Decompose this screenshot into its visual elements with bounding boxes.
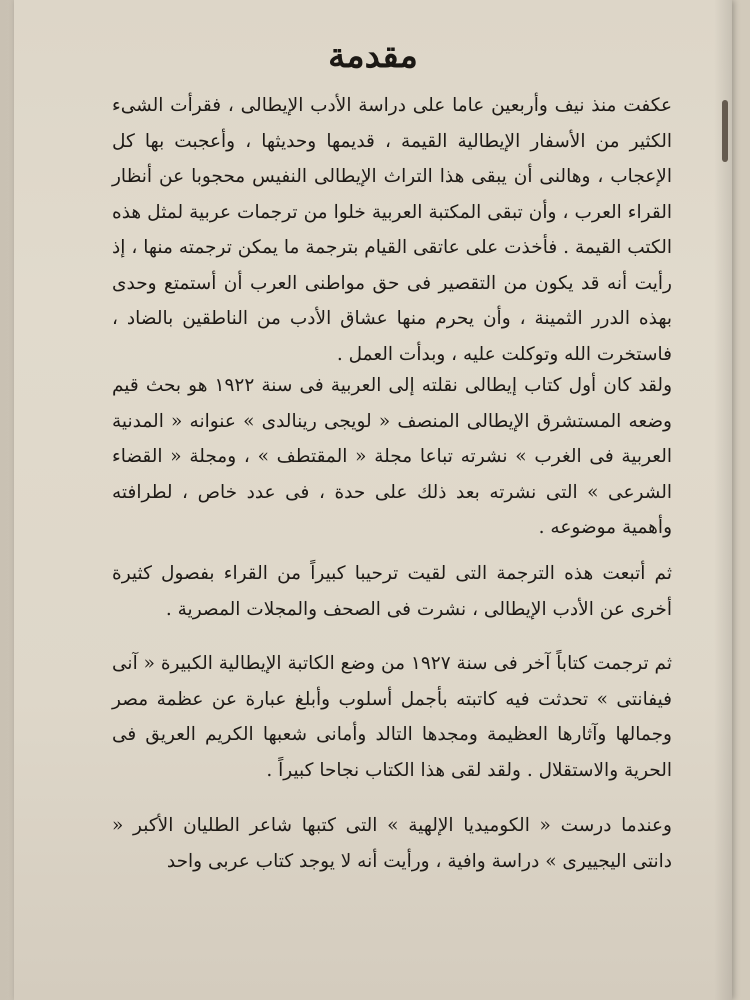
paragraph-1 — [112, 88, 672, 372]
paragraph-text: وعندما درست « الكوميديا الإلهية » التى كتبها شاعر الطليان الأكبر « دانتى اليجييرى » دراسة وافية ، ورأيت أنه لا يوجد كتاب عربى واحد — [112, 815, 672, 872]
page-title: مقدمة — [328, 36, 418, 76]
paragraph-4 — [112, 646, 672, 788]
paragraph-text: ثم أتبعت هذه الترجمة التى لقيت ترحيبا كبيراً من القراء بفصول كثيرة أخرى عن الأدب الإيطالى ، نشرت فى الصحف والمجلات المصرية . — [112, 563, 672, 620]
paragraph-text: ثم ترجمت كتاباً آخر فى سنة ١٩٢٧ من وضع الكاتبة الإيطالية الكبيرة « آنى فيفانتى » تحدثت فيه كاتبته بأجمل أسلوب وأبلغ عبارة عن عظمة مصر وجمالها وآثارها العظيمة ومجدها التالد وأمانى شعبها الكريم العريق فى الحرية والاستقلال . ولقد لقى هذا الكتاب نجاحا كبيراً . — [112, 653, 672, 781]
paragraph-text: عكفت منذ نيف وأربعين عاما على دراسة الأدب الإيطالى ، فقرأت الشىء الكثير من الأسفار الإيطالية القيمة ، قديمها وحديثها ، وأعجبت بها كل الإعجاب ، وهالنى أن يبقى هذا التراث الإيطالى النفيس محجوبا عن أنظار القراء العرب ، وأن تبقى المكتبة العربية خلوا من ترجمات عربية لمثل هذه الكتب القيمة . فأخذت على عاتقى القيام بترجمة ما يمكن ترجمته منها ، إذ رأيت أنه قد يكون من التقصير فى حق مواطنى العرب أن أستمتع وحدى بهذه الدرر الثمينة ، وأن يحرم منها عشاق الأدب من الناطقين بالضاد ، فاستخرت الله وتوكلت عليه ، وبدأت العمل . — [112, 95, 672, 365]
paragraph-text: ولقد كان أول كتاب إيطالى نقلته إلى العربية فى سنة ١٩٢٢ هو بحث قيم وضعه المستشرق الإيطالى المنصف « لويجى رينالدى » عنوانه « المدنية العربية فى الغرب » نشرته تباعا مجلة « المقتطف » ، ومجلة « القضاء الشرعى » التى نشرته بعد ذلك على حدة ، فى عدد خاص ، لطرافته وأهمية موضوعه . — [112, 375, 673, 538]
paragraph-3 — [112, 556, 672, 627]
book-page — [14, 0, 732, 1000]
binding-mark — [722, 100, 728, 162]
paragraph-5 — [112, 808, 672, 879]
paragraph-2 — [112, 368, 672, 546]
